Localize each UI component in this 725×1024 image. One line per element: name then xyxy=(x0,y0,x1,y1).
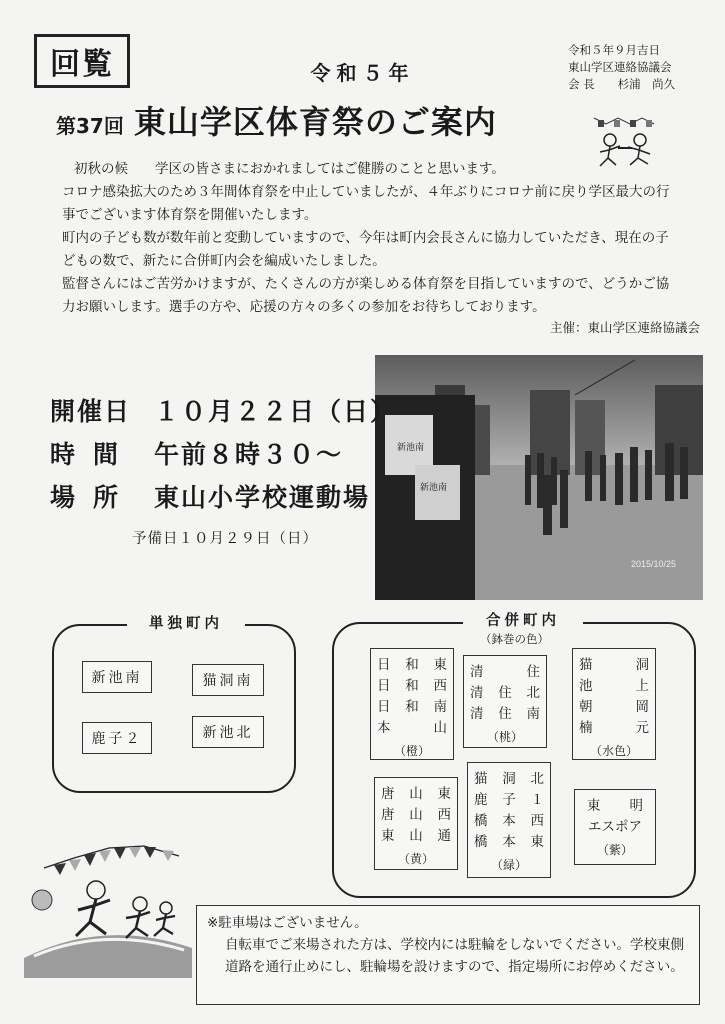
date-row xyxy=(50,392,397,428)
group-row: 東 明 xyxy=(587,798,643,814)
group-color: （橙） xyxy=(393,744,430,758)
issuer-org: 東山学区連絡協議会 xyxy=(568,60,672,74)
merged-towns-label: 合併町内 xyxy=(463,609,583,630)
notice-heading: ※駐車場はございません。 xyxy=(207,915,368,931)
issuer-chair: 会 長 杉浦 尚久 xyxy=(568,77,676,91)
parking-notice xyxy=(196,905,700,1005)
group-lightblue xyxy=(572,648,656,760)
kairan-stamp: 回覧 xyxy=(34,34,130,88)
group-row: 猫 洞 xyxy=(579,657,649,673)
page-title xyxy=(56,97,497,143)
group-row: エスポア xyxy=(588,819,642,835)
date-value: １０月２２日（日） xyxy=(154,397,398,426)
intro-line-1: コロナ感染拡大のため３年間体育祭を中止していましたが、４年ぶりにコロナ前に戻り学区最大の行事でございます体育祭を開催いたします。 xyxy=(62,184,670,223)
group-color: （桃） xyxy=(486,730,523,744)
group-color: （水色） xyxy=(589,744,638,758)
town-shin-ike-minami: 新池南 xyxy=(82,661,152,693)
group-color: （紫） xyxy=(596,843,633,857)
title-main: 東山学区体育祭のご案内 xyxy=(133,103,497,141)
place-label: 場所 xyxy=(50,483,137,512)
host-line: 主催：東山学区連絡協議会 xyxy=(549,320,700,335)
group-row: 東 山 通 xyxy=(381,828,451,844)
place-row xyxy=(50,478,370,514)
single-towns-box xyxy=(52,624,296,793)
runners-flags-icon xyxy=(14,838,192,978)
town-kanoko-2: 鹿子２ xyxy=(82,722,152,754)
issue-date: 令和５年９月吉日 xyxy=(568,43,660,57)
group-color: （緑） xyxy=(490,858,527,872)
vest-label-2: 新池南 xyxy=(420,482,448,492)
event-photo xyxy=(375,355,703,600)
group-row: 朝 岡 xyxy=(579,699,649,715)
group-row: 日 和 東 xyxy=(377,657,447,673)
group-row: 本 山 xyxy=(377,720,447,736)
issuer-block xyxy=(568,42,675,93)
place-value: 東山小学校運動場 xyxy=(154,483,371,512)
reserve-date: 予備日１０月２９日（日） xyxy=(132,531,318,547)
photo-date-stamp: 2015/10/25 xyxy=(631,559,677,569)
town-shin-ike-kita: 新池北 xyxy=(192,716,264,748)
time-label: 時間 xyxy=(50,440,137,469)
intro-line-2: 町内の子ども数が数年前と変動していますので、今年は町内会長さんに協力していただき、現在の子どもの数で、新たに合併町内会を編成いたしました。 xyxy=(62,230,669,269)
single-towns-label: 単独町内 xyxy=(127,612,245,633)
time-row xyxy=(50,435,343,471)
group-purple xyxy=(574,789,656,865)
group-row: 日 和 西 xyxy=(377,678,447,694)
group-green xyxy=(467,762,551,878)
group-row: 池 上 xyxy=(579,678,649,694)
group-orange xyxy=(370,648,454,760)
group-row: 日 和 南 xyxy=(377,699,447,715)
group-row: 唐 山 東 xyxy=(381,786,451,802)
date-label: 開催日 xyxy=(50,397,132,426)
merged-towns-sublabel: （鉢巻の色） xyxy=(480,632,549,646)
group-row: 清 住 北 xyxy=(470,685,540,701)
group-row: 鹿 子 １ xyxy=(474,792,544,808)
town-nekogahora-minami: 猫洞南 xyxy=(192,664,264,696)
time-value: 午前８時３０～ xyxy=(154,440,344,469)
intro-line-0: 初秋の候 学区の皆さまにおかれましてはご健勝のことと思います。 xyxy=(74,161,505,177)
group-row: 清 住 南 xyxy=(470,706,540,722)
group-yellow xyxy=(374,777,458,870)
era-year: 令和５年 xyxy=(310,61,415,85)
intro-text xyxy=(62,158,672,319)
vest-label-1: 新池南 xyxy=(397,442,425,452)
group-row: 猫 洞 北 xyxy=(474,771,544,787)
group-color: （黄） xyxy=(397,852,434,866)
group-row: 橋 本 東 xyxy=(474,834,544,850)
group-pink xyxy=(463,655,547,748)
group-row: 橋 本 西 xyxy=(474,813,544,829)
group-row: 唐 山 西 xyxy=(381,807,451,823)
group-row: 清 住 xyxy=(470,664,540,680)
notice-body: 自転車でご来場された方は、学校内には駐輪をしないでください。学校東側道路を通行止めにし、駐輪場を設けますので、指定場所にお停めください。 xyxy=(225,937,684,975)
intro-line-3: 監督さんにはご苦労かけますが、たくさんの方が楽しめる体育祭を目指していますので、どうかご協力お願いします。選手の方や、応援の方々の多くの参加をお待ちしております。 xyxy=(62,276,670,315)
group-row: 楠 元 xyxy=(579,720,649,736)
title-number: 第37回 xyxy=(56,114,124,138)
